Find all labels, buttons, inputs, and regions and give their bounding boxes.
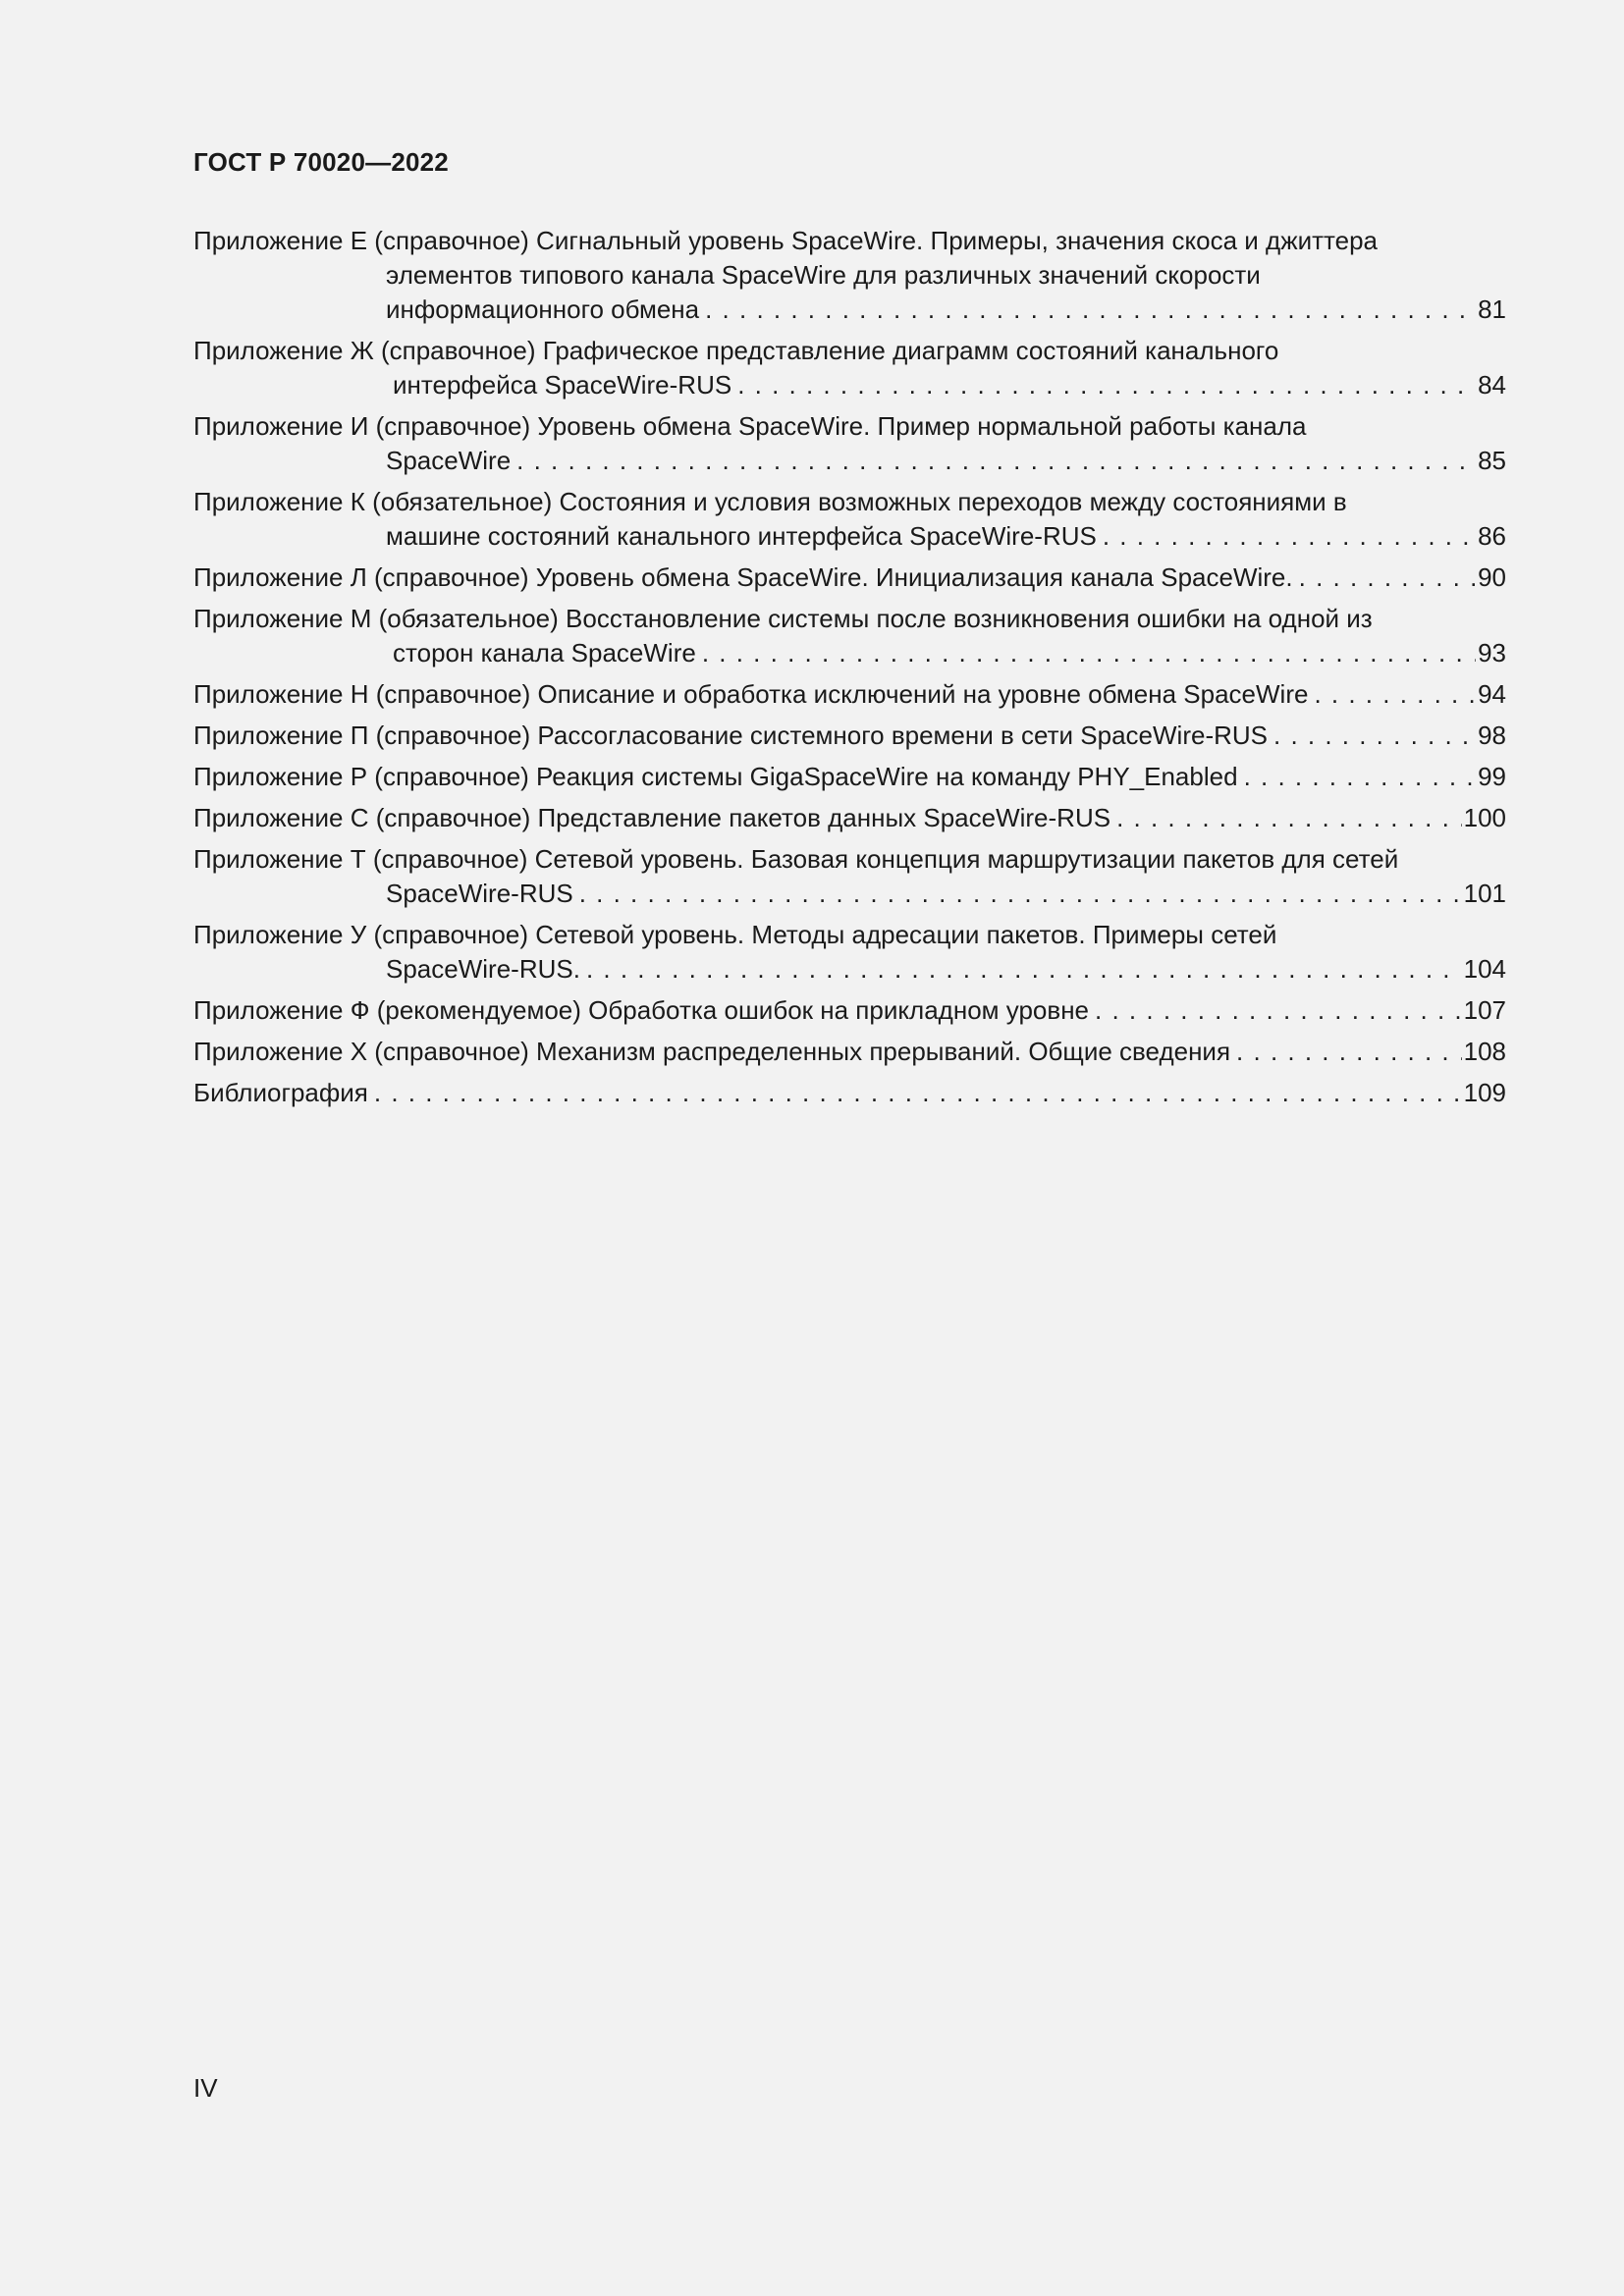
toc-page-number: 94	[1478, 679, 1506, 709]
toc-leader-dots	[1116, 801, 1462, 835]
toc-leader-dots	[1273, 719, 1476, 753]
toc-page-number: 85	[1478, 446, 1506, 475]
toc-entry-appendix-m[interactable]	[193, 602, 1506, 670]
toc-entry-title-end: Приложение Х (справочное) Механизм распределенных прерываний. Общие сведения	[193, 1037, 1231, 1066]
toc-entry-title-end: сторон канала SpaceWire	[393, 638, 696, 667]
toc-entry-line: Приложение Е (справочное) Сигнальный уровень SpaceWire. Примеры, значения скоса и джиттера	[193, 226, 1379, 255]
toc-page-number: 107	[1463, 995, 1506, 1025]
toc-leader-dots	[374, 1076, 1462, 1110]
toc-leader-dots	[1103, 519, 1476, 554]
toc-entry-title-end: информационного обмена	[386, 294, 700, 324]
toc-entry-line: Приложение К (обязательное) Состояния и условия возможных переходов между состояниями в	[193, 487, 1347, 516]
toc-entry-line: Приложение Ж (справочное) Графическое представление диаграмм состояний канального	[193, 336, 1279, 365]
toc-entry-title-end: Приложение Н (справочное) Описание и обработка исключений на уровне обмена SpaceWire	[193, 679, 1309, 709]
toc-leader-dots	[1314, 677, 1476, 712]
toc-page-number: 84	[1478, 370, 1506, 400]
toc-entry-line: элементов типового канала SpaceWire для различных значений скорости	[386, 260, 1261, 290]
toc-page-number: 81	[1478, 294, 1506, 324]
toc-entry-appendix-kh[interactable]	[193, 1035, 1506, 1069]
toc-page-number: 99	[1478, 762, 1506, 791]
toc-page-number: 90	[1478, 562, 1506, 592]
toc-entry-title-end: Приложение П (справочное) Рассогласование системного времени в сети SpaceWire-RUS	[193, 721, 1268, 750]
toc-leader-dots	[516, 444, 1476, 478]
toc-entry-title-end: SpaceWire-RUS	[386, 879, 573, 908]
toc-entry-appendix-r[interactable]	[193, 760, 1506, 794]
toc-entry-appendix-e[interactable]	[193, 224, 1506, 327]
toc-page-number: 98	[1478, 721, 1506, 750]
toc-page-number: 108	[1463, 1037, 1506, 1066]
document-header: ГОСТ Р 70020—2022	[193, 147, 449, 177]
toc-page-number: 100	[1463, 803, 1506, 832]
toc-page-number: 109	[1463, 1078, 1506, 1107]
toc-entry-appendix-s[interactable]	[193, 801, 1506, 835]
toc-entry-title-end: Библиография	[193, 1078, 368, 1107]
toc-leader-dots	[579, 877, 1462, 911]
toc-leader-dots	[1095, 993, 1462, 1028]
toc-entry-appendix-zh[interactable]	[193, 334, 1506, 402]
toc-entry-title-end: Приложение Л (справочное) Уровень обмена SpaceWire. Инициализация канала SpaceWire.	[193, 562, 1293, 592]
toc-entry-title-end: Приложение Ф (рекомендуемое) Обработка ошибок на прикладном уровне	[193, 995, 1090, 1025]
toc-page-number: 86	[1478, 521, 1506, 551]
toc-entry-appendix-k[interactable]	[193, 485, 1506, 554]
toc-leader-dots	[702, 636, 1476, 670]
toc-leader-dots	[705, 293, 1476, 327]
toc-entry-bibliography[interactable]	[193, 1076, 1506, 1110]
toc-entry-appendix-f[interactable]	[193, 993, 1506, 1028]
toc-entry-line: Приложение М (обязательное) Восстановление системы после возникновения ошибки на одной из	[193, 604, 1373, 633]
toc-entry-appendix-p[interactable]	[193, 719, 1506, 753]
toc-entry-appendix-i[interactable]	[193, 409, 1506, 478]
toc-entry-line: Приложение Т (справочное) Сетевой уровень. Базовая концепция маршрутизации пакетов для сетей	[193, 844, 1399, 874]
page-number: IV	[193, 2073, 218, 2103]
toc-entry-title-end: Приложение С (справочное) Представление пакетов данных SpaceWire-RUS	[193, 803, 1111, 832]
toc-leader-dots	[1236, 1035, 1462, 1069]
toc-entry-title-end: интерфейса SpaceWire-RUS	[393, 370, 732, 400]
toc-page-number: 101	[1463, 879, 1506, 908]
toc-entry-appendix-n[interactable]	[193, 677, 1506, 712]
toc-entry-title-end: SpaceWire	[386, 446, 512, 475]
toc-entry-line: Приложение И (справочное) Уровень обмена SpaceWire. Пример нормальной работы канала	[193, 411, 1307, 441]
toc-leader-dots	[1244, 760, 1477, 794]
toc-entry-line: Приложение У (справочное) Сетевой уровень. Методы адресации пакетов. Примеры сетей	[193, 920, 1277, 949]
toc-leader-dots	[737, 368, 1476, 402]
toc-leader-dots	[1299, 561, 1476, 595]
toc-entry-title-end: Приложение Р (справочное) Реакция системы GigaSpaceWire на команду PHY_Enabled	[193, 762, 1238, 791]
toc-entry-title-end: машине состояний канального интерфейса SpaceWire-RUS	[386, 521, 1097, 551]
toc-entry-title-end: SpaceWire-RUS.	[386, 954, 580, 984]
toc-entry-appendix-u[interactable]	[193, 918, 1506, 987]
toc-entry-appendix-l[interactable]	[193, 561, 1506, 595]
table-of-contents	[193, 224, 1506, 1117]
toc-leader-dots	[586, 952, 1462, 987]
toc-entry-appendix-t[interactable]	[193, 842, 1506, 911]
toc-page-number: 93	[1478, 638, 1506, 667]
toc-page-number: 104	[1463, 954, 1506, 984]
